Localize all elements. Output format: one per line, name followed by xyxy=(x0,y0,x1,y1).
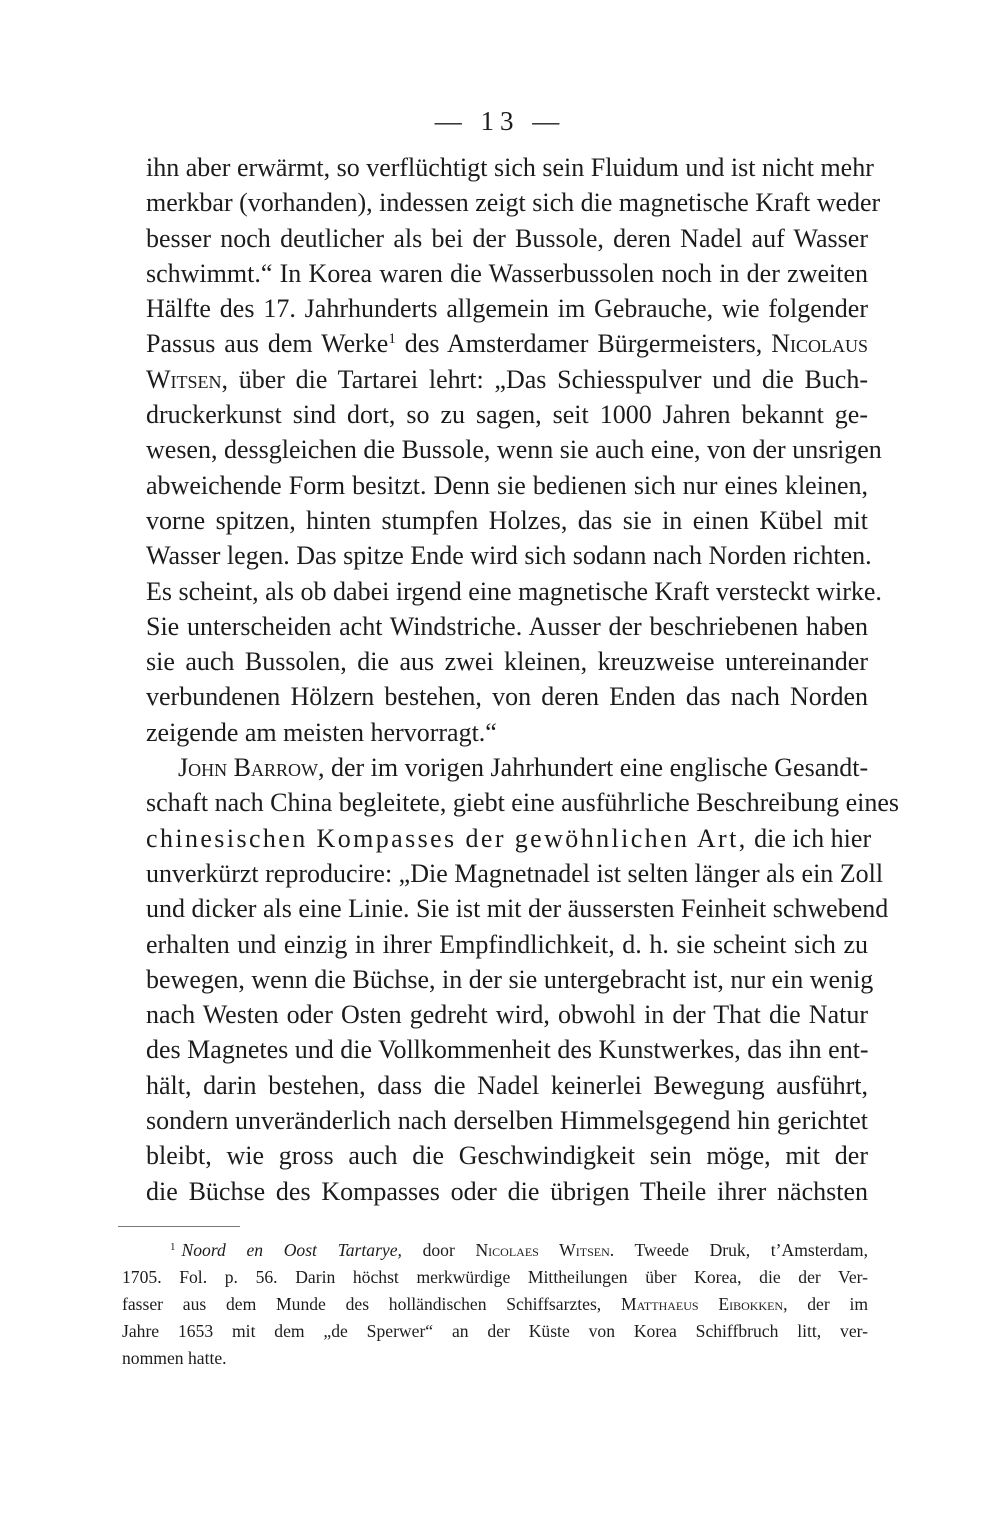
text-segment: Passus aus dem Werke xyxy=(146,329,389,359)
text-line: merkbar (vorhanden), indessen zeigt sich die magnetische Kraft weder xyxy=(146,188,881,218)
text-segment: , der im vorigen Jahrhundert eine englische Gesandt- xyxy=(317,753,869,783)
page-number: — 13 — xyxy=(434,106,566,136)
footnote-divider xyxy=(118,1226,240,1227)
text-line: sie auch Bussolen, die aus zwei kleinen, kreuzweise untereinander xyxy=(146,647,868,677)
text-line: vorne spitzen, hinten stumpfen Holzes, das sie in einen Kübel mit xyxy=(146,505,868,535)
text-line: Hälfte des 17. Jahrhunderts allgemein im Gebrauche, wie folgender xyxy=(146,294,868,324)
footnote-book-title: Noord en Oost Tartarye, xyxy=(181,1240,402,1260)
footnote-line xyxy=(122,1291,868,1318)
text-segment: die ich hier xyxy=(747,823,872,853)
text-line: druckerkunst sind dort, so zu sagen, seit 1000 Jahren bekannt ge- xyxy=(146,400,868,430)
text-line: abweichende Form besitzt. Denn sie bedienen sich nur eines kleinen, xyxy=(146,470,868,500)
text-line: bewegen, wenn die Büchse, in der sie untergebracht ist, nur ein wenig xyxy=(146,964,874,994)
text-line: Sie unterscheiden acht Windstriche. Ausser der beschriebenen haben xyxy=(146,611,868,641)
footnote xyxy=(122,1237,868,1372)
text-line: schwimmt.“ In Korea waren die Wasserbussolen noch in der zweiten xyxy=(146,258,868,288)
text-segment: , über die Tartarei lehrt: „Das Schiesspulver und die Buch- xyxy=(221,364,868,394)
text-segment: des Amsterdamer Bürgermeisters, xyxy=(395,329,772,359)
text-segment: fasser aus dem Munde des holländischen Schiffsarztes, xyxy=(122,1294,621,1314)
text-line: wesen, dessgleichen die Bussole, wenn sie auch eine, von der unsrigen xyxy=(146,435,882,465)
text-line: und dicker als eine Linie. Sie ist mit der äussersten Feinheit schwebend xyxy=(146,894,889,924)
body-text xyxy=(146,150,899,1209)
person-name-smallcaps: Witsen xyxy=(146,364,222,394)
footnote-mark: 1 xyxy=(170,1241,176,1253)
text-segment: . Tweede Druk, t’Amsterdam, xyxy=(609,1240,868,1260)
text-segment: , der im xyxy=(783,1294,869,1314)
text-line: unverkürzt reproducire: „Die Magnetnadel ist selten länger als ein Zoll xyxy=(146,858,884,888)
text-line xyxy=(146,326,868,361)
text-line: des Magnetes und die Vollkommenheit des Kunstwerkes, das ihn ent- xyxy=(146,1035,869,1065)
person-name-smallcaps: John Barrow xyxy=(178,753,318,783)
text-line: verbundenen Hölzern bestehen, von deren Enden das nach Norden xyxy=(146,682,868,712)
person-name-smallcaps: Matthaeus Eibokken xyxy=(620,1294,784,1314)
spaced-emphasis: chinesischen Kompasses der gewöhnlichen Art, xyxy=(146,823,748,853)
text-line: Wasser legen. Das spitze Ende wird sich sodann nach Norden richten. xyxy=(146,541,872,571)
text-line: zeigende am meisten hervorragt.“ xyxy=(146,717,497,747)
paragraph-start-line xyxy=(146,750,868,785)
text-line: die Büchse des Kompasses oder die übrigen Theile ihrer nächsten xyxy=(146,1176,868,1206)
person-name-smallcaps: Nicolaus xyxy=(771,329,868,359)
text-line xyxy=(146,362,868,397)
text-line: ihn aber erwärmt, so verflüchtigt sich sein Fluidum und ist nicht mehr xyxy=(146,153,874,182)
footnote-line: nommen hatte. xyxy=(122,1348,227,1368)
footnote-reference: 1 xyxy=(388,331,396,348)
text-line xyxy=(146,821,872,856)
text-segment: door xyxy=(401,1240,476,1260)
text-line: bleibt, wie gross auch die Geschwindigkeit sein möge, mit der xyxy=(146,1141,868,1171)
footnote-line: Jahre 1653 mit dem „de Sperwer“ an der Küste von Korea Schiffbruch litt, ver- xyxy=(122,1321,868,1341)
text-line: Es scheint, als ob dabei irgend eine magnetische Kraft versteckt wirke. xyxy=(146,576,882,606)
text-line: nach Westen oder Osten gedreht wird, obwohl in der That die Natur xyxy=(146,1000,868,1030)
footnote-line: 1705. Fol. p. 56. Darin höchst merkwürdige Mittheilungen über Korea, die der Ver- xyxy=(122,1267,868,1287)
text-line: hält, darin bestehen, dass die Nadel keinerlei Bewegung ausführt, xyxy=(146,1070,868,1100)
text-line: erhalten und einzig in ihrer Empfindlichkeit, d. h. sie scheint sich zu xyxy=(146,929,868,959)
text-line: sondern unveränderlich nach derselben Himmelsgegend hin gerichtet xyxy=(146,1106,868,1136)
person-name-smallcaps: Nicolaes Witsen xyxy=(475,1240,610,1260)
text-line: schaft nach China begleitete, giebt eine ausführliche Beschreibung eines xyxy=(146,788,899,818)
footnote-line xyxy=(122,1237,868,1264)
text-line: besser noch deutlicher als bei der Bussole, deren Nadel auf Wasser xyxy=(146,223,868,253)
